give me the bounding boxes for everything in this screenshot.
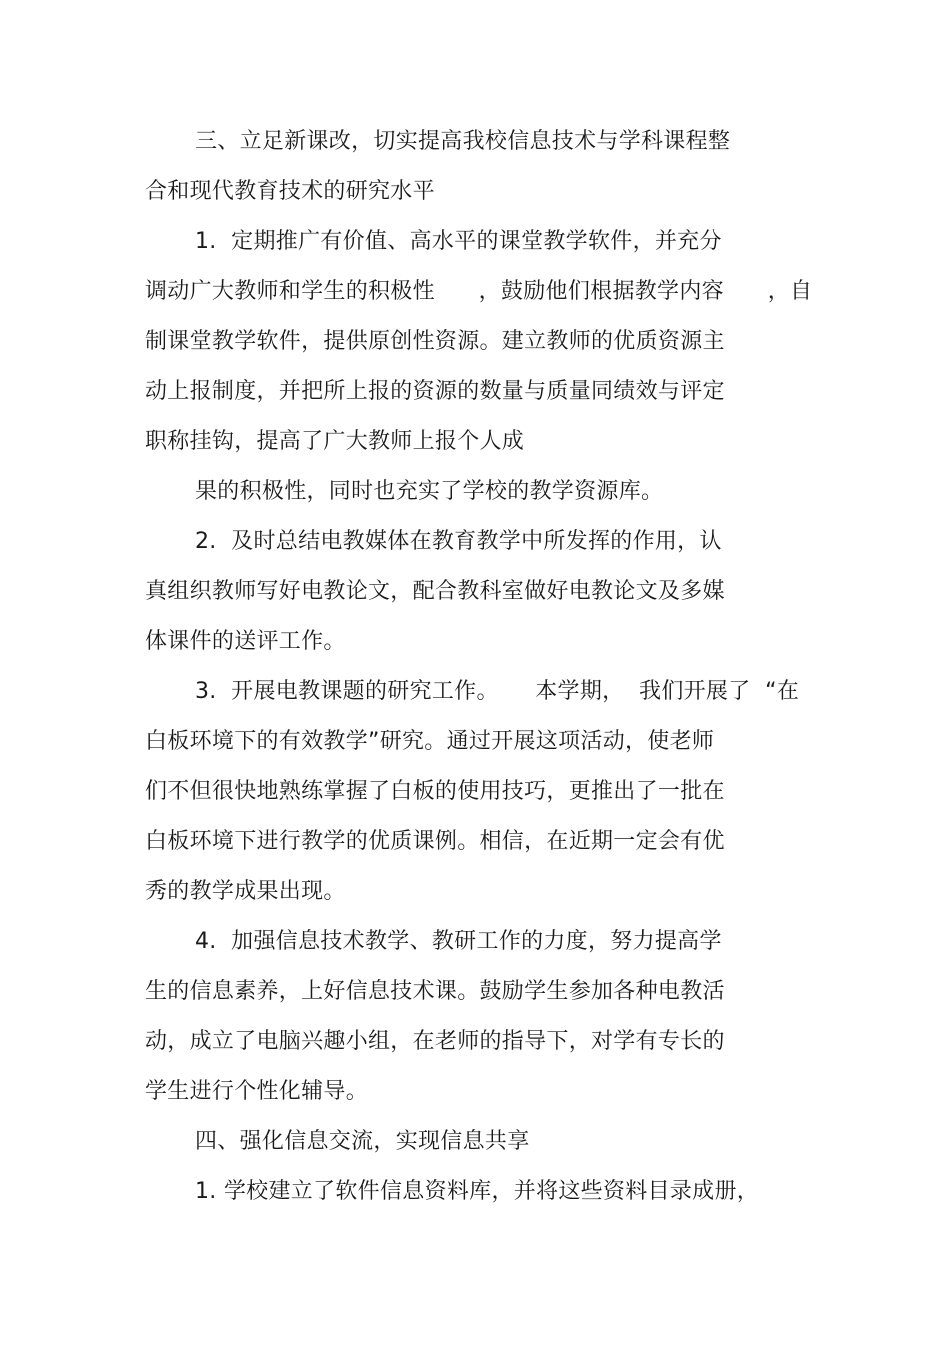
item-2-line-2: 真组织教师写好电教论文，配合教科室做好电教论文及多媒	[145, 579, 725, 604]
section-heading-3-line-2: 合和现代教育技术的研究水平	[145, 179, 435, 204]
item-2-line-1: 2. 及时总结电教媒体在教育教学中所发挥的作用，认	[195, 529, 722, 554]
item-2-line-3: 体课件的送评工作。	[145, 629, 346, 654]
item-1-line-1: 1. 定期推广有价值、高水平的课堂教学软件，并充分	[195, 229, 722, 254]
item-1-line-4: 动上报制度，并把所上报的资源的数量与质量同绩效与评定	[145, 379, 725, 404]
item-1-line-3: 制课堂教学软件，提供原创性资源。建立教师的优质资源主	[145, 329, 725, 354]
item-4-line-2: 生的信息素养，上好信息技术课。鼓励学生参加各种电教活	[145, 979, 725, 1004]
item-3-line-1: 3. 开展电教课题的研究工作。 本学期， 我们开展了 “在	[195, 679, 800, 704]
section-4-item-1-line-1: 1. 学校建立了软件信息资料库，并将这些资料目录成册，	[195, 1179, 760, 1204]
item-3-line-2: 白板环境下的有效教学”研究。通过开展这项活动，使老师	[145, 729, 715, 754]
item-1-line-5: 职称挂钩，提高了广大教师上报个人成	[145, 429, 525, 454]
item-1-line-6: 果的积极性，同时也充实了学校的教学资源库。	[195, 479, 664, 504]
item-3-line-3: 们不但很快地熟练掌握了白板的使用技巧，更推出了一批在	[145, 779, 725, 804]
section-heading-4: 四、强化信息交流，实现信息共享	[195, 1129, 530, 1154]
item-4-line-1: 4. 加强信息技术教学、教研工作的力度，努力提高学	[195, 929, 722, 954]
item-3-line-4: 白板环境下进行教学的优质课例。相信，在近期一定会有优	[145, 829, 725, 854]
item-4-line-4: 学生进行个性化辅导。	[145, 1079, 369, 1104]
item-3-line-5: 秀的教学成果出现。	[145, 879, 346, 904]
section-heading-3-line-1: 三、立足新课改，切实提高我校信息技术与学科课程整	[195, 129, 731, 154]
item-1-line-2: 调动广大教师和学生的积极性 ，鼓励他们根据教学内容 ，自	[145, 279, 813, 304]
item-4-line-3: 动，成立了电脑兴趣小组，在老师的指导下，对学有专长的	[145, 1029, 725, 1054]
